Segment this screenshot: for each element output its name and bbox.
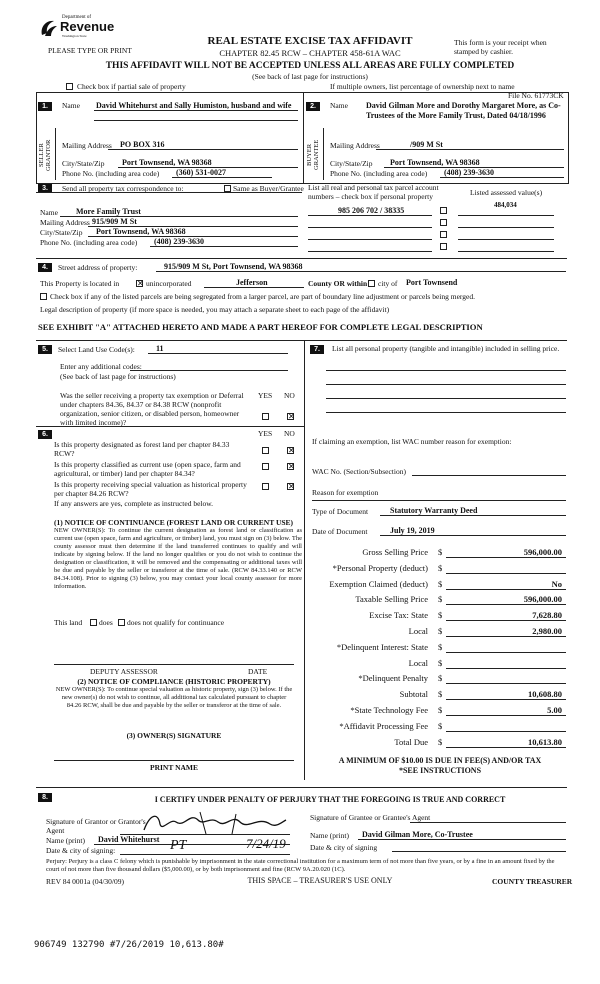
- document-date[interactable]: July 19, 2019: [390, 526, 435, 535]
- fee-value[interactable]: 10,608.80: [528, 689, 562, 700]
- personal-property-checkbox-3[interactable]: [440, 231, 447, 238]
- street-address[interactable]: 915/909 M St, Port Townsend, WA 98368: [164, 262, 303, 271]
- notice-continuance-text: NEW OWNER(S): To continue the current designation as forest land or classification as current use (open space, farm and agriculture, or timber) land, you must sign on (3) below. The county assessor must then determine if the land transferred continues to qualify and will indicate by signing below. If the land no longer qualifies or you do not wish to continue the designation or classification, it will be removed and the compensating or additional taxes will be due and payable by the seller or transferor at the time of sale. (RCW 84.33.140 or RCW 84.34.108). Prior to signing (3) below, you may contact your local county assessor for more information.: [54, 527, 302, 590]
- historic-question: Is this property receiving special valuation as historical property per chapter 84.26 RCW?: [54, 480, 247, 498]
- seller-name-label: Name: [62, 101, 80, 110]
- warning-text: THIS AFFIDAVIT WILL NOT BE ACCEPTED UNLESS ALL AREAS ARE FULLY COMPLETED: [105, 61, 515, 71]
- grantor-signature: [140, 810, 290, 836]
- fee-underline: [446, 715, 566, 716]
- fee-dollar-sign: $: [438, 720, 443, 731]
- fee-value[interactable]: 10,613.80: [528, 736, 562, 747]
- seller-mailing[interactable]: PO BOX 316: [120, 140, 165, 149]
- section-7-number: 7.: [310, 345, 324, 354]
- s5-see-back: (See back of last page for instructions): [60, 372, 176, 381]
- wac-number-label: WAC No. (Section/Subsection): [312, 467, 406, 476]
- please-type: PLEASE TYPE OR PRINT: [48, 46, 132, 55]
- fee-underline: [446, 731, 566, 732]
- fee-dollar-sign: $: [438, 641, 443, 652]
- exhibit-a-text: SEE EXHIBIT "A" ATTACHED HERETO AND MADE A PART HEREOF FOR COMPLETE LEGAL DESCRIPTION: [38, 322, 483, 332]
- forest-land-question: Is this property designated as forest land per chapter 84.33 RCW?: [54, 440, 230, 458]
- personal-property-checkbox-1[interactable]: [440, 207, 447, 214]
- fee-dollar-sign: $: [438, 594, 443, 605]
- grantor-date[interactable]: 7/24/19: [246, 836, 286, 851]
- s3-city-label: City/State/Zip: [40, 228, 83, 237]
- unincorporated-checkbox[interactable]: ✕: [137, 279, 144, 288]
- parcel-number[interactable]: 985 206 702 / 38335: [338, 206, 405, 215]
- exemption-yes-checkbox[interactable]: [262, 413, 269, 420]
- fee-label: Gross Selling Price: [362, 547, 428, 557]
- fee-dollar-sign: $: [438, 578, 443, 589]
- fee-underline: [446, 573, 566, 574]
- seller-city[interactable]: Port Townsend, WA 98368: [122, 158, 212, 167]
- fee-underline: [446, 668, 566, 669]
- s3-mailing[interactable]: 915/909 M St: [92, 217, 137, 226]
- s6-yes-header: YES: [258, 429, 273, 438]
- exemption-wac-label: If claiming an exemption, list WAC number reason for exemption:: [312, 437, 512, 446]
- fee-label: Local: [408, 626, 428, 636]
- perjury-notice: Perjury: Perjury is a class C felony which is punishable by imprisonment in the state correctional institution for a maximum term of not more than five years, or by a fine in an amount fixed by the court of not more than five thousand dollars ($5,000.00), or by both imprisonment and fine (RCW 9A.20.020 (1C).: [46, 858, 555, 873]
- s3-phone[interactable]: (408) 239-3630: [154, 237, 204, 246]
- seller-city-label: City/State/Zip: [62, 159, 105, 168]
- buyer-city-label: City/State/Zip: [330, 159, 373, 168]
- buyer-phone-label: Phone No. (including area code): [330, 169, 428, 178]
- document-date-label: Date of Document: [312, 527, 368, 536]
- fee-label: *Personal Property (deduct): [332, 562, 428, 573]
- this-land-label: This land: [54, 618, 83, 627]
- notice-continuance-title: (1) NOTICE OF CONTINUANCE (FOREST LAND OR CURRENT USE): [54, 518, 294, 527]
- fee-label: Subtotal: [399, 689, 428, 700]
- fee-label: Taxable Selling Price: [355, 594, 428, 605]
- does-checkbox[interactable]: [90, 619, 97, 626]
- section-2-number: 2.: [306, 102, 320, 111]
- street-address-label: Street address of property:: [58, 263, 138, 272]
- fee-label: *Affidavit Processing Fee: [339, 720, 428, 731]
- buyer-city[interactable]: Port Townsend, WA 98368: [390, 158, 480, 167]
- city-name[interactable]: Port Townsend: [406, 278, 458, 287]
- see-instructions-note: *SEE INSTRUCTIONS: [398, 766, 482, 775]
- legal-description-label: Legal description of property (if more space is needed, you may attach a separate sheet to each page of the affidavit): [40, 305, 390, 314]
- grantee-name[interactable]: David Gilman More, Co-Trustee: [362, 830, 473, 839]
- exemption-question: Was the seller receiving a property tax exemption or Deferral under chapters 84.36, 84.37 or 84.38 RCW (nonprofit organization, senior citizen, or disabled person, homeowner with limited income)?: [60, 391, 244, 427]
- owner-signature-label: (3) OWNER(S) SIGNATURE: [126, 731, 222, 740]
- forest-no-checkbox[interactable]: ✕: [288, 446, 295, 455]
- print-name-label: PRINT NAME: [150, 763, 198, 772]
- fee-label: *Delinquent Interest: State: [336, 641, 428, 652]
- notice-compliance-text: NEW OWNER(S): To continue special valuation as historic property, sign (3) below. If the new owner(s) do not wish to continue, all additional tax calculated pursuant to chapter 84.26 RCW, shall be due and payable by the seller or transferor at the time of sale.: [55, 686, 293, 709]
- fee-label: *State Technology Fee: [350, 705, 428, 715]
- fee-underline: [446, 683, 566, 684]
- buyer-phone[interactable]: (408) 239-3630: [444, 168, 494, 177]
- personal-property-checkbox-4[interactable]: [440, 243, 447, 250]
- fee-dollar-sign: $: [438, 626, 443, 636]
- city-checkbox[interactable]: [368, 280, 375, 287]
- fee-dollar-sign: $: [438, 547, 443, 557]
- fee-underline: [446, 604, 566, 605]
- section-3-number: 3.: [38, 184, 52, 193]
- deputy-date-label: DATE: [248, 667, 268, 676]
- logo-name: Revenue: [60, 19, 115, 34]
- fee-underline: [446, 620, 566, 621]
- fee-value[interactable]: 5.00: [547, 705, 562, 715]
- fee-label: Total Due: [394, 736, 428, 747]
- segregated-checkbox[interactable]: [40, 293, 47, 300]
- section-4-number: 4.: [38, 263, 52, 272]
- historic-no-checkbox[interactable]: ✕: [288, 482, 295, 491]
- fee-underline: [446, 747, 566, 748]
- partial-sale-label: Check box if partial sale of property: [77, 82, 186, 91]
- s5-yes-header: YES: [258, 391, 273, 400]
- does-label: does: [99, 618, 113, 627]
- fee-label: *Delinquent Penalty: [358, 673, 428, 684]
- fee-dollar-sign: $: [438, 736, 443, 747]
- grantee-signature-label: Signature of Grantee or Grantee's Agent: [310, 813, 431, 822]
- s3-mailing-label: Mailing Address: [40, 218, 90, 227]
- section-6-number: 6.: [38, 430, 52, 439]
- grantee-name-label: Name (print): [310, 831, 349, 840]
- seller-mailing-label: Mailing Address: [62, 141, 112, 150]
- same-as-buyer-label: Same as Buyer/Grantee: [233, 184, 304, 193]
- county-treasurer-label: COUNTY TREASURER: [492, 877, 573, 886]
- s3-name[interactable]: More Family Trust: [76, 207, 141, 216]
- s3-phone-label: Phone No. (including area code): [40, 238, 138, 247]
- county-label: County OR within: [308, 279, 368, 288]
- current-use-no-checkbox[interactable]: ✕: [288, 462, 295, 471]
- fee-label: Exemption Claimed (deduct): [329, 578, 428, 589]
- document-type[interactable]: Statutory Warranty Deed: [390, 506, 478, 515]
- land-use-code[interactable]: 11: [156, 344, 164, 353]
- logo-dept: Department of: [62, 15, 92, 20]
- buyer-name-label: Name: [330, 101, 348, 110]
- grantor-pt-initials: PT: [170, 838, 187, 853]
- fee-underline: [446, 589, 566, 590]
- partial-sale-checkbox[interactable]: [66, 83, 73, 90]
- buyer-name[interactable]: David Gilman More and Dorothy Margaret More, as Co-Trustees of the More Family Trust, Dated 04/18/1996: [366, 101, 561, 120]
- assessed-value[interactable]: 484,034: [494, 201, 517, 209]
- minimum-fee-note: A MINIMUM OF $10.00 IS DUE IN FEE(S) AND/OR TAX: [338, 756, 542, 765]
- unincorporated-label: unincorporated: [146, 279, 192, 288]
- fee-underline: [446, 557, 566, 558]
- forest-yes-checkbox[interactable]: [262, 447, 269, 454]
- located-in-label: This Property is located in: [40, 279, 120, 288]
- fee-underline: [446, 699, 566, 700]
- fee-dollar-sign: $: [438, 562, 443, 573]
- land-use-label: Select Land Use Code(s):: [58, 345, 135, 354]
- certify-statement: I CERTIFY UNDER PENALTY OF PERJURY THAT THE FOREGOING IS TRUE AND CORRECT: [154, 795, 506, 804]
- current-use-question: Is this property classified as current use (open space, farm and agricultural, or timber) land per chapter 84.34?: [54, 460, 241, 478]
- cashier-stamp: 906749 132790 #7/26/2019 10,613.80#: [34, 940, 224, 950]
- historic-yes-checkbox[interactable]: [262, 483, 269, 490]
- fee-label: Local: [408, 657, 428, 668]
- fee-value[interactable]: 7,628.80: [532, 610, 562, 621]
- fee-dollar-sign: $: [438, 610, 443, 621]
- does-not-checkbox[interactable]: [118, 619, 125, 626]
- deputy-assessor-label: DEPUTY ASSESSOR: [90, 667, 158, 676]
- if-yes-note: If any answers are yes, complete as instructed below.: [54, 499, 214, 508]
- same-as-buyer-checkbox[interactable]: [224, 185, 231, 192]
- file-number: File No. 61773CK: [508, 91, 564, 100]
- segregated-label: Check box if any of the listed parcels are being segregated from a larger parcel, are part of boundary line adjustment or parcels being merged.: [50, 292, 475, 301]
- send-correspondence-label: Send all property tax correspondence to:: [62, 184, 184, 193]
- fee-label: Excise Tax: State: [369, 610, 428, 621]
- revenue-logo-icon: [38, 17, 60, 39]
- treasurer-use-label: THIS SPACE – TREASURER'S USE ONLY: [247, 876, 393, 885]
- form-title: REAL ESTATE EXCISE TAX AFFIDAVIT: [207, 35, 413, 47]
- city-of-label: city of: [378, 279, 398, 288]
- fee-dollar-sign: $: [438, 673, 443, 684]
- fee-value[interactable]: No: [551, 578, 562, 589]
- buyer-mailing[interactable]: /909 M St: [410, 140, 443, 149]
- county-name[interactable]: Jefferson: [236, 278, 268, 287]
- does-not-label: does not qualify for continuance: [127, 618, 225, 627]
- receipt-note: This form is your receipt when stamped by cashier.: [454, 38, 547, 56]
- fee-value[interactable]: 596,000.00: [523, 547, 562, 557]
- fee-underline: [446, 636, 566, 637]
- buyer-side-label: BUYER GRANTEE: [306, 139, 320, 171]
- grantor-date-label: Date & city of signing:: [46, 846, 116, 855]
- logo: [38, 14, 115, 44]
- fee-underline: [446, 652, 566, 653]
- notice-compliance-title: (2) NOTICE OF COMPLIANCE (HISTORIC PROPERTY): [77, 677, 271, 686]
- fee-value[interactable]: 596,000.00: [523, 594, 562, 605]
- s3-name-label: Name: [40, 208, 58, 217]
- fee-dollar-sign: $: [438, 689, 443, 700]
- list-parcels-label: List all real and personal tax parcel account numbers – check box if personal property: [308, 183, 439, 201]
- reason-exemption-label: Reason for exemption: [312, 488, 379, 497]
- form-chapter: CHAPTER 82.45 RCW – CHAPTER 458-61A WAC: [219, 48, 401, 58]
- fee-dollar-sign: $: [438, 657, 443, 668]
- grantor-signature-label: Signature of Grantor or Grantor's Agent: [46, 817, 146, 835]
- fee-dollar-sign: $: [438, 705, 443, 715]
- multiple-owners-note: If multiple owners, list percentage of ownership next to name: [330, 82, 515, 91]
- logo-state: Washington State: [62, 34, 87, 38]
- current-use-yes-checkbox[interactable]: [262, 463, 269, 470]
- personal-property-checkbox-2[interactable]: [440, 219, 447, 226]
- assessed-values-label: Listed assessed value(s): [470, 188, 543, 197]
- see-back-note: (See back of last page for instructions): [252, 72, 368, 81]
- section-5-number: 5.: [38, 345, 52, 354]
- s6-no-header: NO: [284, 429, 295, 438]
- personal-property-label: List all personal property (tangible and intangible) included in selling price.: [332, 344, 560, 353]
- additional-codes-label: Enter any additional codes:: [60, 362, 142, 371]
- seller-phone-label: Phone No. (including area code): [62, 169, 160, 178]
- exemption-no-checkbox[interactable]: ✕: [288, 412, 295, 421]
- fee-value[interactable]: 2,980.00: [532, 626, 562, 636]
- section-8-number: 8.: [38, 793, 52, 802]
- seller-name[interactable]: David Whitehurst and Sally Humiston, husband and wife: [96, 101, 292, 110]
- s3-city[interactable]: Port Townsend, WA 98368: [96, 227, 186, 236]
- seller-side-label: SELLER GRANTOR: [38, 139, 52, 171]
- document-type-label: Type of Document: [312, 507, 369, 516]
- buyer-mailing-label: Mailing Address: [330, 141, 380, 150]
- grantor-name[interactable]: David Whitehurst: [98, 835, 160, 844]
- grantor-name-label: Name (print): [46, 836, 85, 845]
- grantee-date-label: Date & city of signing: [310, 843, 378, 852]
- seller-phone[interactable]: (360) 531-0027: [176, 168, 226, 177]
- section-1-number: 1.: [38, 102, 52, 111]
- s5-no-header: NO: [284, 391, 295, 400]
- form-revision: REV 84 0001a (04/30/09): [46, 877, 124, 886]
